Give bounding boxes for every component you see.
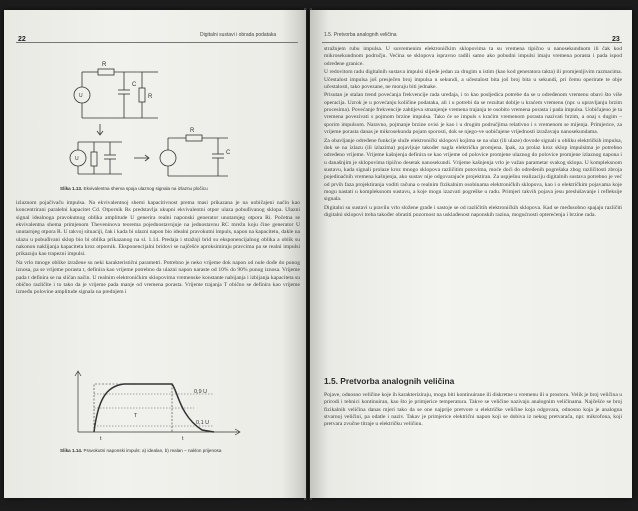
section-paragraph: Pojave, odnosno veličine koje ih karakteriziraju, mogu biti kontinuirane ili diskretne u vremenu ili u prostoru. Velik je broj veličina u prirodi i tehnici kontinuiran, kao što je primjerice temperatura. Takve se veličine nazivaju analognim veličinama. Najčešće se broj fizikalnih veličina danas mjeri tako da se one najprije pretvore u električke veličine koja odgovara, odnosno koja je analogna stvarnoj veličini, pa odatle i naziv. Takav je primjerice električni napon koji se dobiva iz nekog pretvarača, npr. mikrofona, koji pretvara zvučne titraje u električku veličinu. xyxy=(324,392,622,428)
t-r-label: t xyxy=(100,436,102,442)
right-body-text xyxy=(324,46,622,366)
right-running-head: 1.5. Pretvorba analognih veličina xyxy=(324,32,397,38)
figure-1-13-caption-label: Slika 1.13. xyxy=(60,186,83,191)
c-top-label: C xyxy=(132,82,137,88)
left-page xyxy=(4,10,306,498)
right-paragraph: stražnjem rubu impulsa. U suvremenim elektroničkim sklopovima ta su vremena tipično u nanosekundnom ili čak kod mikrosekundnom području. Većina se sklopova ispravno radili samo ako pobudni impulsi imaju vremena porasta i pada ispod određene granice. xyxy=(324,46,622,67)
u-bot-label: U xyxy=(75,156,79,162)
left-running-head: Digitalni sustavi i obrada podataka xyxy=(200,32,277,38)
left-body-text xyxy=(16,200,300,368)
t-f-label: t xyxy=(182,436,184,442)
right-paragraph: Prisutan je stalan trend povećanja frekvencije rada uređaja, i to kao posljedica potrebe da se u određenom vremenu obavi što više operacija. Uzrok je u povećanju količine podataka, ali i u potrebi da se rezultat dobije u kraćem vremenu (npr. u upravljanju brzim procesima). Povećanje frekvencije zahtijeva smanjenje vremena trajanja te osobito vremena porasta i pada impulsa. Uobičajeno je ta vremena povezivati s pojmom brzine impulsa. Tako će se impuls s kraćim vremenom porasta nazivati brzim, a onaj s dugim – sporim impulsom. Naravno, pojmanje brzine ovisi je kao i u drugim područjima relativno i s vremenom se mijenja. Primjerice, za vrijeme porasta danas je mikrosekunda pojam sporosti, dok se njego-ve uobičajene vrijednosti izražavaju nanosekundama. xyxy=(324,92,622,136)
r-top-label: R xyxy=(102,62,107,68)
u-top-label: U xyxy=(79,93,83,99)
level-09-label: 0,9 U xyxy=(194,389,208,395)
figure-1-13-circuits xyxy=(62,50,262,180)
right-paragraph: Digitalni su sustavi u pravilu vrlo složene građe i sastoje se od različitih elektroničkih sklopova. Kad se međusobno spajaju različiti digitalni sklopovi treba također obratiti pozornost na usklađenost naponskih razina, mogućnosti opterećenja i brzine rada. xyxy=(324,204,622,219)
c-bot-label: C xyxy=(226,150,231,156)
figure-1-14-caption-label: Slika 1.14. xyxy=(60,448,83,453)
level-01-label: 0,1 U xyxy=(196,420,210,426)
section-body-text xyxy=(324,392,622,460)
figure-1-14-caption-text: Pravokutni naponski impuls: a) idealan, b) realan – naklon prijenosa xyxy=(83,448,222,453)
T-label: T xyxy=(134,413,138,419)
figure-1-14-pulse-graph xyxy=(74,370,244,442)
right-paragraph: Za obavljanje određene funkcije služe elektronički sklopovi kojima se na ulaz (ili ulaze) dovode signali u obliku električkih impulsa, dok se na izlazu (ili izlazima) pojavljuje također nagla električka promjena. Ipak, za prolaz kroz sklop impulsima je potrebno određeno vrijeme. Vrijeme kašnjenja definira se kao vrijeme od polovice promjene ulaznog do polovice promjene izlaznog napona i u današnjim je sklopovima tipično desetak nanosekundi. Vrijeme kašnjenja vrlo je važan parametar svakog sklopa. U kompleksnom sustavu, kada signali prolaze kroz mnogo sklopova različitim putovima, moće doći do određenih pogrešaka zbog različitosti zbroja pojedinačnih vremena kašnjenja, ako sustav nije odgovarajuće projektiran. Za uspješnu realizaciju digitalnih sustava potrebno je već od prvih faza projektiranja voditi računa o realnim fizikalnim osobinama elektroničkih sklopova, kao i o električkim pojavama koje mogu nastati u kompleksnom sustavu, a koje mogu izazvati pogreške u radu. Primjeri takvih pojava jesu preslušavanje i refleksije signala. xyxy=(324,137,622,203)
figure-1-13-caption xyxy=(60,186,300,191)
left-paragraph: Na vrlo mnoge oblike izražene su neki karakteristični parametri. Potrebno je neko vrijeme dok napon od nule dođe do punog iznosa, pa se vrijeme porasta t, definira kao vrijeme potrebno da ulazni napon naraste od 10% do 90% punog iznosa. Vrijeme pada t definira se na sličan način. U realnim elektroničkim sklopovima vremenske konstante nabijanja i izbijanja kapaciteta su obično različite i to tako da je vrijeme pada manje od vremena porasta. Vrijeme trajanja T obično se definira kao vrijeme između polovine amplitude signala na prednjem i xyxy=(16,259,300,296)
left-page-number: 22 xyxy=(18,36,26,43)
right-paragraph: U redovitom radu digitalnih sustava impulsi slijede jedan za drugim u istim (kao kod generatora takta) ili promjenljivim razmacima. Učestalost impulsa još presječen broj impulsa u sekundi, a učestalost bita još broj bita u sekundi, pri čemu operirate te obje učestalosti, tako povezane, ne moraju biti jednake. xyxy=(324,69,622,90)
right-page xyxy=(310,10,632,498)
r-bot-label: R xyxy=(190,128,195,134)
section-heading: 1.5. Pretvorba analognih veličina xyxy=(324,376,455,386)
right-head-rule xyxy=(322,42,622,43)
figure-1-14-caption xyxy=(60,448,300,453)
r-mid-label: R xyxy=(148,94,153,100)
figure-1-13-caption-text: Ekvivalentna shema spoja ulaznog signala na izlaznu pločicu xyxy=(83,186,208,191)
left-head-rule xyxy=(16,42,298,43)
right-page-number: 23 xyxy=(612,36,620,43)
left-paragraph: izlaznom pojačivaču impulsa. Na ekvivalentnoj shemi kapacitivnost prema masi prikazana je na uobičajeni način kao koncentrirani paralelni kapacitet Cd. Otpornik Rs predstavlja ukupni ekvivalentni otpor ulaza pobuđivanog sklopa. Ulazni signal idealnoga pravokutnog oblika amplitude U generira realni naponski generator unutarnjeg otpora Ri. Početna se ekvivalentna shema primjenom Theveninova teorema pojednostavnjuje na jednostavnu RC mrežu koju čine generator U unutarnjeg otpora R. U takvoj situaciji, čak i kada bi ulazni napon bio idealni pravokutni impuls, napon na kapacitetu, dakle na ulazu u pobuđivani sklop bio bi oblika prikazanog na sl. 1.14. Predaja i stražnji brid su eksponencijalnog oblika a oblik su nakonon naklijanja kapaciteta kroz otpornik. Eksponencijalni bridovi se najčešće aproksimiraju pravcima pa se realni impulsi prikazuju kao trapezni impulsi. xyxy=(16,200,300,258)
